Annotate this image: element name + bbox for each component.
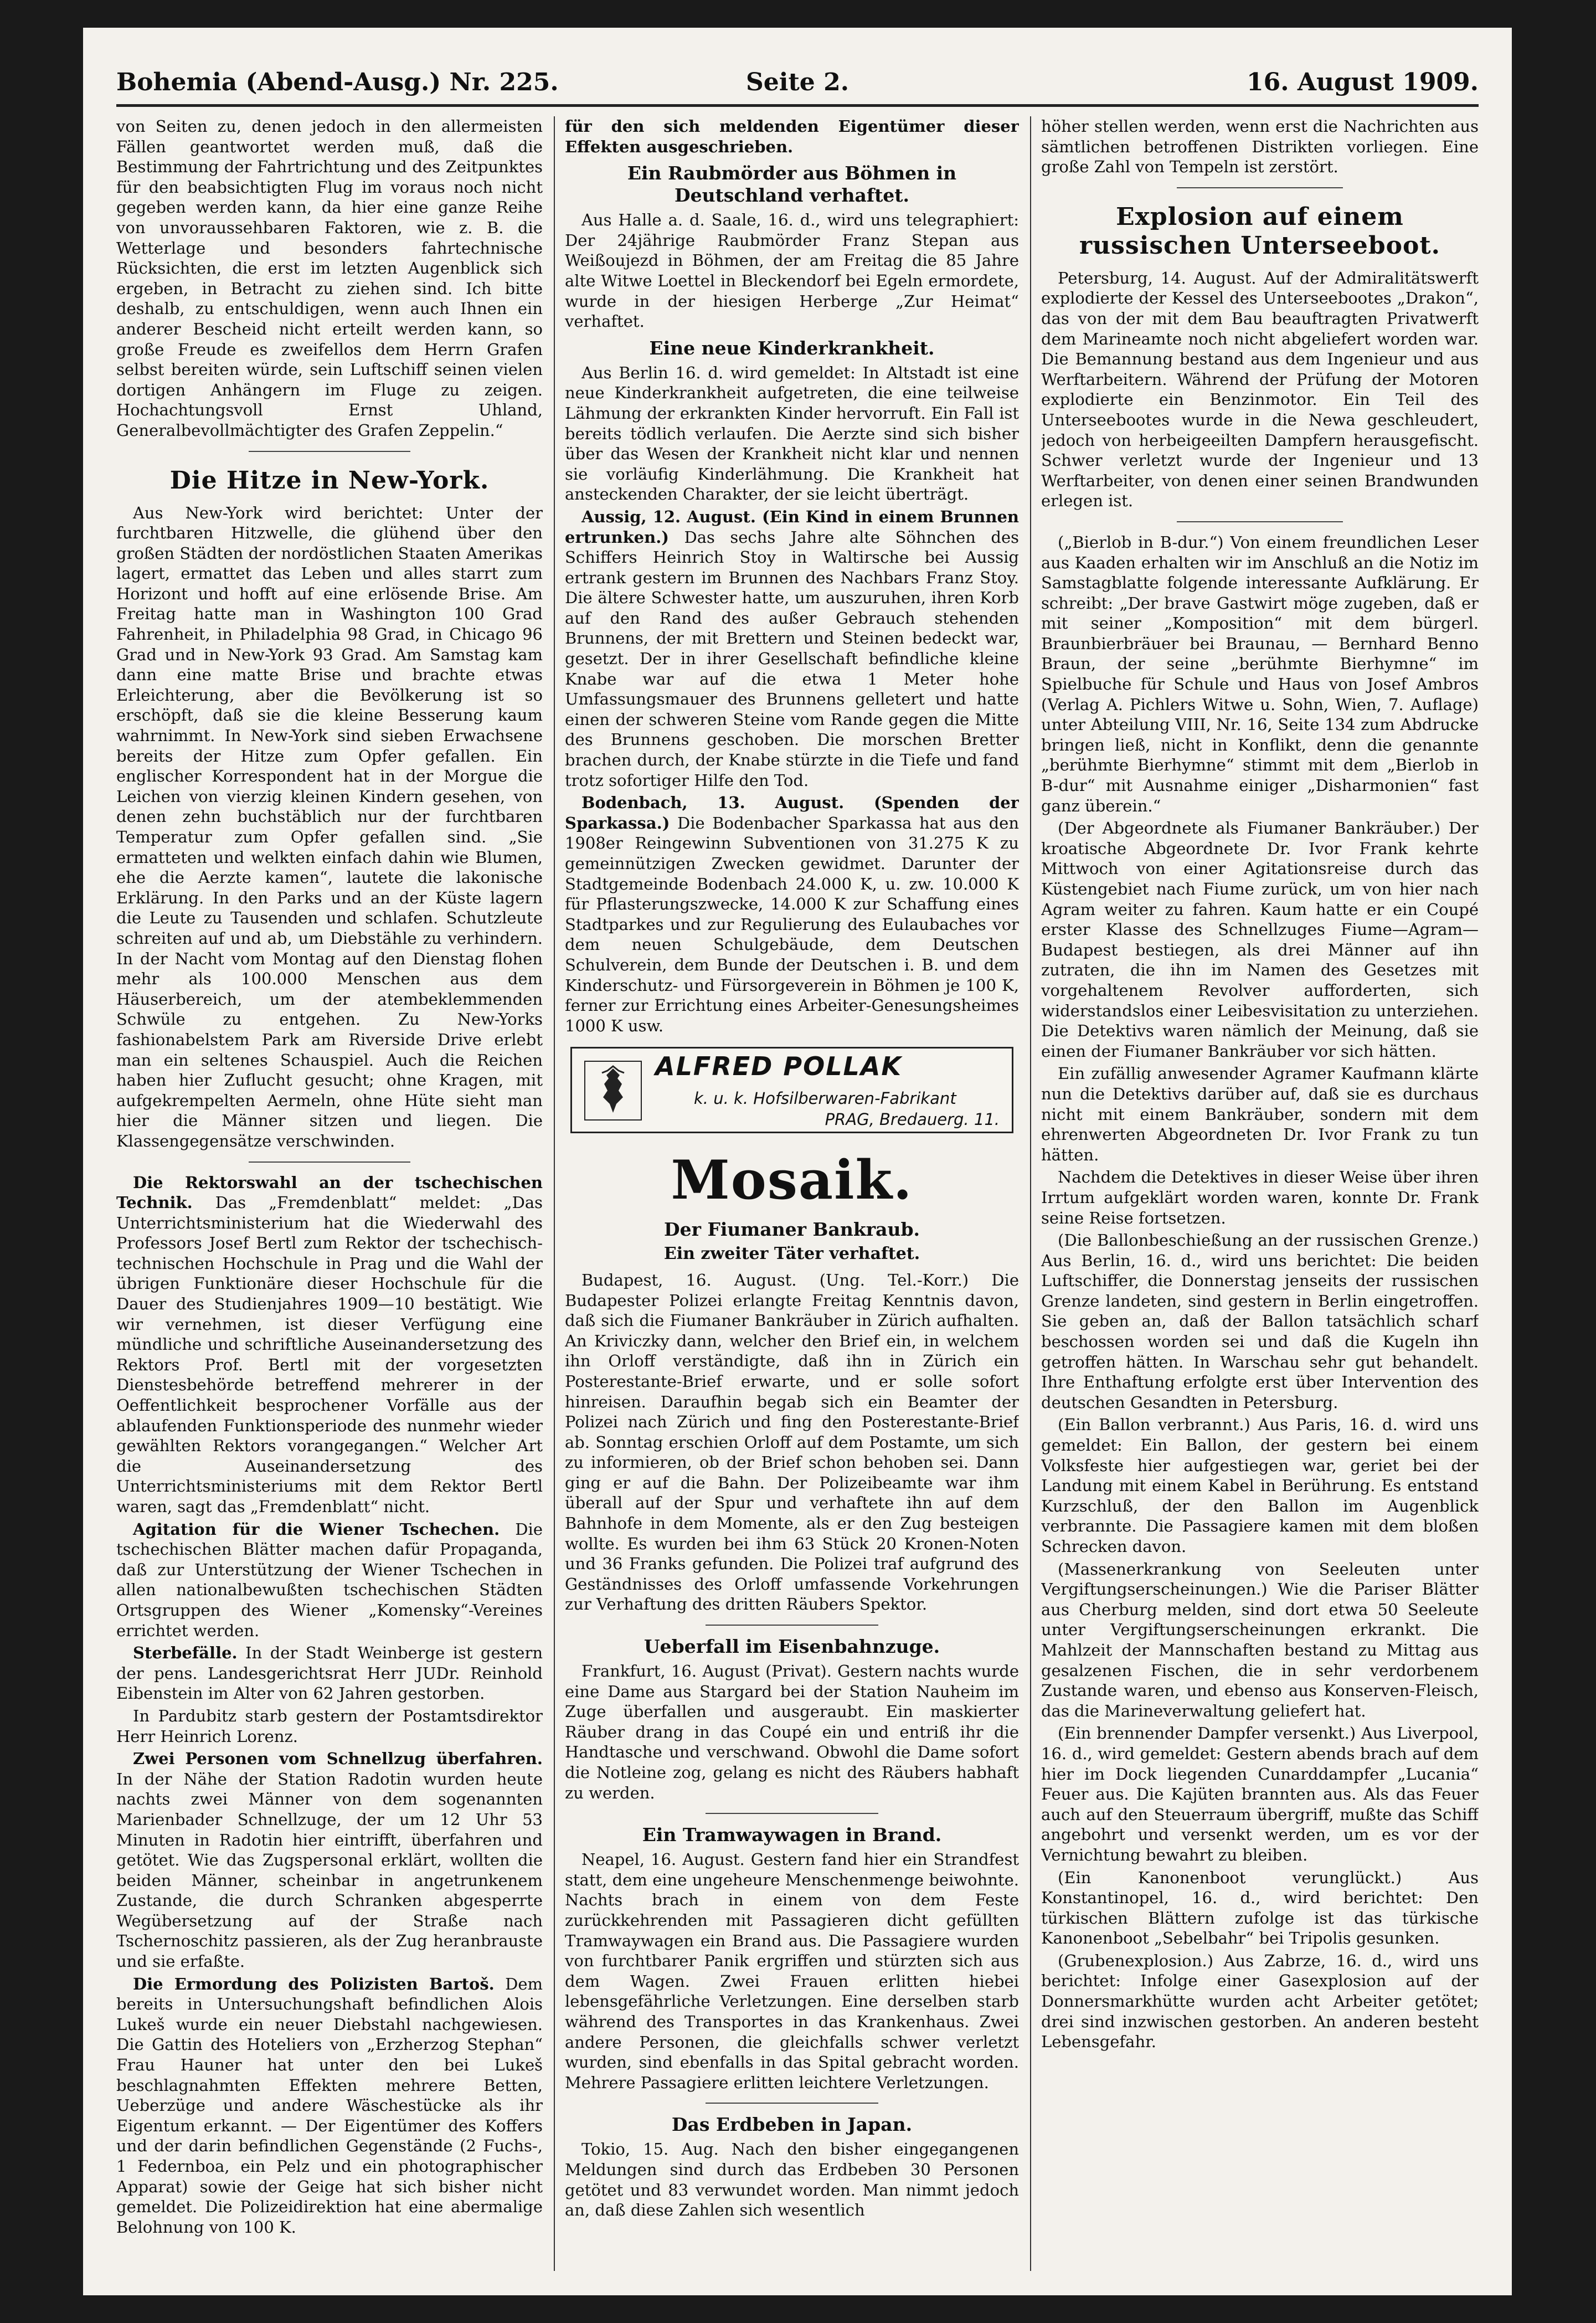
headline-bodenbach: Bodenbach, 13. August. (Spenden der Sparkassa.) bbox=[565, 793, 1019, 832]
ad-address: PRAG, Bredauerg. 11. bbox=[825, 1110, 1000, 1129]
article-ballon: (Die Ballonbeschießung an der russischen Grenze.) Aus Berlin, 16. d., wird uns berichtet: Die beiden Luftschiffer, die Donnerstag jenseits der russischen Grenze landeten, sind gestern in Berlin eingetroffen. Sie geben an, daß der Ballon tatsächlich scharf beschossen worden sei und daß die Kugeln ihn getroffen hätten. In Warschau sehr gut behandelt. Ihre Enthaftung erfolgte erst über Intervention des deutschen Gesandten in Petersburg. bbox=[1041, 1231, 1479, 1412]
article-bodenbach: Die Bodenbacher Sparkassa hat aus den 1908er Reingewinn Subventionen von 31.275 K zu gemeinnützigen Zwecken gewidmet. Darunter der Stadtgemeinde Bodenbach 24.000 K, u. zw. 10.000 K für Pflasterungszwecke, 14.000 K zur Schaffung eines Stadtparkes und zur Regulierung des Eulaubaches vor dem neuen Schulgebäude, dem Deutschen Schulverein, dem Bunde der Deutschen i. B. und dem Kinderschutz- und Fürsorgeverein in Böhmen je 100 K, ferner zur Errichtung eines Arbeiter-Genesungsheimes 1000 K usw. bbox=[565, 813, 1019, 1035]
article-hitze: Aus New-York wird berichtet: Unter der furchtbaren Hitzwelle, die glühend über den großen Städten der nordöstlichen Staaten Amerikas lagert, ermattet das Leben und alles starrt zum Horizont und hofft auf eine erlösende Brise. Am Freitag hatte man in Washington 100 Grad Fahrenheit, in Philadelphia 98 Grad, in Chicago 96 Grad und in New-York 93 Grad. Am Samstag kam dann eine matte Brise und brachte etwas Erleichterung, aber die Bevölkerung ist so erschöpft, daß sie die kleine Besserung kaum wahrnimmt. In New-York sind sieben Erwachsene bereits der Hitze zum Opfer gefallen. Ein englischer Korrespondent hat in der Morgue die Leichen von vierzig kleinen Kindern gesehen, von denen zehn buchstäblich nur der furchtbaren Temperatur zum Opfer gefallen sind. „Sie ermatteten und welkten einfach dahin wie Blumen, ehe die Aerzte kamen“, lautete die lakonische Erklärung. In den Parks und an der Küste lagern die Leute zu Tausenden und schlafen. Schutzleute schreiten auf und ab, um Diebstähle zu verhindern. In der Nacht vom Montag auf den Dienstag flohen mehr als 100.000 Menschen aus dem Häuserbereich, um der atembeklemmenden Schwüle zu entgehen. Zu New-Yorks fashionabelstem Park am Riverside Drive erlebt man ein seltenes Schauspiel. Auch die Reichen haben hier Zuflucht gesucht; ohne Kragen, mit aufgekrempelten Aermeln, ohne Hüte sieht man hier die Männer sitzen und liegen. Die Klassengegensätze verschwinden. bbox=[116, 503, 543, 1150]
headline-sterbefaelle: Sterbefälle. bbox=[133, 1643, 238, 1663]
coat-of-arms-icon bbox=[584, 1061, 642, 1121]
column-1 bbox=[116, 116, 543, 2276]
column-rule-left bbox=[554, 116, 555, 2271]
ad-tagline: k. u. k. Hofsilberwaren-Fabrikant bbox=[694, 1089, 956, 1108]
masthead bbox=[116, 43, 1479, 107]
headline-kinderkrankheit: Eine neue Kinderkrankheit. bbox=[649, 337, 935, 359]
article-fiumaner: Budapest, 16. August. (Ung. Tel.-Korr.) Die Budapester Polizei erlangte Freitag Kenntnis davon, daß sich die Fiumaner Bankräuber in Zürich aufhalten. An Kriviczky dann, welcher den Brief ein, in welchem ihn Orloff verständigte, daß ihn in Zürich ein Posterestante-Brief erwarte, und er solle sofort hinreisen. Daraufhin begab sich ein Beamter der Polizei nach Zürich und fing den Posterestante-Brief ab. Sonntag erschien Orloff auf dem Postamte, um sich zu informieren, ob der Brief schon behoben sei. Dann ging er auf die Bahn. Der Polizeibeamte war ihm überall auf der Spur und verhaftete ihn auf dem Bahnhofe in dem Momente, als er den Zug besteigen wollte. Es wurden bei ihm 63 Stück 20 Kronen-Noten und 36 Franks gefunden. Die Polizei traf aufgrund des Geständnisses des Orloff umfassende Vorkehrungen zur Verhaftung des dritten Räubers Spektor. bbox=[565, 1270, 1019, 1614]
separator bbox=[1177, 521, 1343, 522]
column-rule-right bbox=[1030, 116, 1031, 2271]
headline-schnellzug: Zwei Personen vom Schnellzug überfahren. bbox=[133, 1749, 543, 1769]
subheadline-fiumaner: Ein zweiter Täter verhaftet. bbox=[663, 1244, 920, 1264]
newspaper-page bbox=[83, 28, 1512, 2295]
ad-company-name: ALFRED POLLAK bbox=[655, 1051, 903, 1082]
article-nachdem: Nachdem die Detektives in dieser Weise über ihren Irrtum aufgeklärt worden waren, konnte Dr. Frank seine Reise fortsetzen. bbox=[1041, 1168, 1479, 1227]
article-continuation: von Seiten zu, denen jedoch in den allermeisten Fällen geantwortet werden muß, daß die Bestimmung der Fahrtrichtung und des Zeitpunktes für den beabsichtigten Flug im voraus noch nicht gegeben werden kann, da hier eine ganze Reihe von unvoraussehbaren Faktoren, wie z. B. die Wetterlage und besonders fahrtechnische Rücksichten, die erst im letzten Augenblick sich ergeben, in Betracht zu ziehen sind. Ich bitte deshalb, zu entschuldigen, wenn auch Ihnen ein anderer Bescheid nicht erteilt werden kann, so große Freude es zweifellos dem Herrn Grafen selbst bereiten würde, sein Luftschiff seinen vielen dortigen Anhängern im Fluge zu zeigen. Hochachtungsvoll Ernst Uhland, Generalbevollmächtigter des Grafen Zeppelin.“ bbox=[116, 117, 543, 440]
section-title-mosaik: Mosaik. bbox=[671, 1149, 913, 1212]
article-sterbefaelle: In der Stadt Weinberge ist gestern der pens. Landesgerichtsrat Herr JUDr. Reinhold Eibenstein im Alter von 62 Jahren gestorben. bbox=[116, 1643, 543, 1703]
article-rektorswahl: Das „Fremdenblatt“ meldet: „Das Unterrichtsministerium hat die Wiederwahl des Professors Josef Bertl zum Rektor der tschechisch-technischen Hochschule in Prag und die Wahl der übrigen Funktionäre dieser Hochschule für die Dauer des Studienjahres 1909—10 bestätigt. Wie wir vernehmen, ist dieser Verfügung eine mündliche und schriftliche Auseinandersetzung des Rektors Prof. Bertl mit der vorgesetzten Dienstesbehörde betreffend mehrerer in der Oeffentlichkeit besprochener Vorfälle aus der ablaufenden Funktionsperiode des nunmehr wieder gewählten Rektors vorangegangen.“ Welcher Art die Auseinandersetzung des Unterrichtsministeriums mit dem Rektor Bertl waren, sagt das „Fremdenblatt“ nicht. bbox=[116, 1193, 543, 1516]
article-kinderkrankheit: Aus Berlin 16. d. wird gemeldet: In Altstadt ist eine neue Kinderkrankheit aufgetreten, die eine teilweise Lähmung der erkrankten Kinder hervorruft. Ein Fall ist bereits tödlich verlaufen. Die Aerzte sind sich bisher über das Wesen der Krankheit nicht klar und nennen sie vorläufig Kinderlähmung. Die Krankheit hat ansteckenden Charakter, der sie leicht überträgt. bbox=[565, 363, 1019, 504]
headline-agitation: Agitation für die Wiener Tschechen. bbox=[133, 1519, 500, 1539]
article-raubmoerder: Aus Halle a. d. Saale, 16. d., wird uns telegraphiert: Der 24jährige Raubmörder Franz Stepan aus Weißoujezd in Böhmen, der am Freitag die 85 Jahre alte Witwe Loettel in Bleckendorf bei Egeln ermordete, wurde in der hiesigen Herberge „Zur Heimat“ verhaftet. bbox=[565, 210, 1019, 331]
separator bbox=[706, 1813, 878, 1814]
article-continuation: für den sich meldenden Eigentümer dieser Effekten ausgeschrieben. bbox=[565, 117, 1019, 156]
article-kanonenboot: (Ein Kanonenboot verunglückt.) Aus Konstantinopel, 16. d., wird berichtet: Den türkischen Blättern zufolge ist das türkische Kanonenboot „Sebelbahr“ bei Tripolis gesunken. bbox=[1041, 1868, 1479, 1948]
article-schnellzug: In der Nähe der Station Radotin wurden heute nachts zwei Männer von dem sogenannten Marienbader Schnellzuge, der um 12 Uhr 53 Minuten in Radotin hier eintrifft, überfahren und getötet. Wie das Zugspersonal erklärt, wollten die beiden Männer, scheinbar in angetrunkenem Zustande, die durch Schranken abgesperrte Wegübersetzung auf der Straße nach Tschernoschitz passieren, als der Zug heranbrauste und sie erfaßte. bbox=[116, 1769, 543, 1971]
article-agitation: Die tschechischen Blätter machen dafür Propaganda, daß zur Unterstützung der Wiener Tschechen in allen nationalbewußten tschechischen Städten Ortsgruppen des Wiener „Komensky“-Vereines errichtet werden. bbox=[116, 1519, 543, 1640]
article-tramway: Neapel, 16. August. Gestern fand hier ein Strandfest statt, dem eine ungeheure Menschenmenge beiwohnte. Nachts brach in einem von dem Feste zurückkehrenden mit Passagieren dicht gefüllten Tramwaywagen ein Brand aus. Die Passagiere wurden von furchtbarer Panik ergriffen und stürzten sich aus dem Wagen. Zwei Frauen erlitten hiebei lebensgefährliche Verletzungen. Eine derselben starb während des Transportes in das Krankenhaus. Zwei andere Personen, die gleichfalls schwer verletzt wurden, sind ebenfalls in das Spital gebracht worden. Mehrere Passagiere erlitten leichtere Verletzungen. bbox=[565, 1850, 1019, 2092]
article-bierlob: („Bierlob in B-dur.“) Von einem freundlichen Leser aus Kaaden erhalten wir im Anschluß an die Notiz im Samstagblatte folgende interessante Aufklärung. Er schreibt: „Der brave Gastwirt möge zugeben, daß er mit seiner „Komposition“ mit dem bürgerl. Braunbierbräuer bei Braunau, — Bernhard Benno Braun, der seine „berühmte Bierhymne“ im Spielbuche für Schule und Haus von Josef Ambros (Verlag A. Pichlers Witwe u. Sohn, Wien, 7. Auflage) unter Abteilung VIII, Nr. 16, Seite 134 zum Abdrucke bringen ließ, nicht in Konflikt, denn die genannte „berühmte Bierhymne“ stimmt mit dem „Bierlob in B-dur“ mit Ausnahme einiger „Disharmonien“ fast ganz überein.“ bbox=[1041, 532, 1479, 815]
separator bbox=[706, 2103, 878, 2104]
issue-date: 16. August 1909. bbox=[1247, 68, 1479, 96]
column-2 bbox=[565, 116, 1019, 2276]
article-ballon-verbrannt: (Ein Ballon verbrannt.) Aus Paris, 16. d. wird uns gemeldet: Ein Ballon, der gestern bei einem Volksfeste hier aufgestiegen war, geriet bei der Landung mit einem Kabel in Berührung. Es entstand Kurzschluß, der den Ballon im Augenblick verbrannte. Die Passagiere kamen mit dem bloßen Schrecken davon. bbox=[1041, 1415, 1479, 1556]
article-explosion: Petersburg, 14. August. Auf der Admiralitätswerft explodierte der Kessel des Unterseebootes „Drakon“, das von der mit dem Bau beauftragten Privatwerft dem Marineamte noch nicht abgeliefert worden war. Die Bemannung bestand aus dem Ingenieur und aus Werftarbeitern. Während der Prüfung der Motoren explodierte ein Benzinmotor. Ein Teil des Unterseebootes wurde in die Newa geschleudert, jedoch von herbeigeeilten Dampfern herausgefischt. Schwer verletzt wurde der Ingenieur und 13 Werftarbeiter, von denen einer seinen Brandwunden erlegen ist. bbox=[1041, 268, 1479, 511]
headline-ermordung: Die Ermordung des Polizisten Bartoš. bbox=[133, 1974, 495, 1993]
article-seeleute: (Massenerkrankung von Seeleuten unter Vergiftungserscheinungen.) Wie die Pariser Blätter aus Cherburg melden, sind dort etwa 50 Seeleute unter Vergiftungserscheinungen erkrankt. Die Mahlzeit der Mannschaften bestand zu Mittag aus gesalzenen Fischen, die in sehr verdorbenem Zustande waren, und ebenso aus Konserven-Fleisch, das die Marineverwaltung geliefert hat. bbox=[1041, 1559, 1479, 1720]
headline-explosion: Explosion auf einem russischen Unterseeboot. bbox=[1079, 202, 1440, 260]
article-continuation: höher stellen werden, wenn erst die Nachrichten aus sämtlichen betroffenen Distrikten vorliegen. Eine große Zahl von Tempeln ist zerstört. bbox=[1041, 117, 1479, 177]
advertisement-pollak bbox=[570, 1047, 1013, 1133]
separator bbox=[249, 451, 411, 452]
column-3 bbox=[1041, 116, 1479, 2276]
headline-rektorswahl: Die Rektorswahl an der tschechischen Technik. bbox=[116, 1173, 543, 1212]
article-aussig: Das sechs Jahre alte Söhnchen des Schiffers Heinrich Stoy in Waltirsche bei Aussig ertrank gestern im Brunnen des Nachbars Franz Stoy. Die ältere Schwester hatte, um auszuruhen, ihren Korb auf den Rand des außer Gebrauch stehenden Brunnens, der mit Brettern und Steinen bedeckt war, gesetzt. Der in ihrer Gesellschaft befindliche kleine Knabe war auf die etwa 1 Meter hohe Umfassungsmauer des Brunnens gelletert und hatte einen der schweren Steine vom Rande gegen die Mitte des Brunnens geschoben. Die morschen Bretter brachen durch, der Knabe stürzte in die Tiefe und fand trotz sofortiger Hilfe den Tod. bbox=[565, 527, 1019, 790]
separator bbox=[1177, 187, 1343, 188]
separator bbox=[249, 1162, 411, 1163]
newspaper-title: Bohemia (Abend-Ausg.) Nr. 225. bbox=[116, 68, 559, 96]
article-ueberfall: Frankfurt, 16. August (Privat). Gestern nachts wurde eine Dame aus Stargard bei der Station Nauheim im Zuge überfallen und ausgeraubt. Ein maskierter Räuber drang in das Coupé ein und entriß ihr die Handtasche und verschwand. Obwohl die Dame sofort die Notleine zog, gelang es nicht des Räubers habhaft zu werden. bbox=[565, 1662, 1019, 1802]
article-sterbefaelle-2: In Pardubitz starb gestern der Postamtsdirektor Herr Heinrich Lorenz. bbox=[116, 1706, 543, 1746]
headline-ueberfall: Ueberfall im Eisenbahnzuge. bbox=[643, 1636, 940, 1658]
separator bbox=[706, 1625, 878, 1626]
headline-erdbeben: Das Erdbeben in Japan. bbox=[671, 2114, 913, 2136]
article-abgeordnete: (Der Abgeordnete als Fiumaner Bankräuber.) Der kroatische Abgeordnete Dr. Ivor Frank kehrte Mittwoch von einer Agitationsreise durch das Küstengebiet nach Fiume zurück, um von hier nach Agram weiter zu fahren. Kaum hatte er ein Coupé erster Klasse des Schnellzuges Fiume—Agram—Budapest bestiegen, als drei Männer auf ihn zutraten, die ihn im Namen des Gesetzes mit vorgehaltenem Revolver aufforderten, sich widerstandslos einer Leibesvisitation zu unterziehen. Die Detektivs waren nämlich der Meinung, daß sie einen der Fiumaner Bankräuber vor sich hätten. bbox=[1041, 819, 1479, 1061]
page-number: Seite 2. bbox=[745, 68, 850, 96]
article-agramer: Ein zufällig anwesender Agramer Kaufmann klärte nun die Detektivs darüber auf, daß sie es durchaus nicht mit einem Bankräuber, sondern mit dem ehrenwerten Abgeordneten Dr. Ivor Frank zu tun hätten. bbox=[1041, 1064, 1479, 1164]
article-ermordung: Dem bereits in Untersuchungshaft befindlichen Alois Lukeš wurde ein neuer Diebstahl nachgewiesen. Die Gattin des Hoteliers von „Erzherzog Stephan“ Frau Hauner hat unter den bei Lukeš beschlagnahmten Effekten mehrere Betten, Ueberzüge und andere Wäschestücke als ihr Eigentum erkannt. — Der Eigentümer des Koffers und der darin befindlichen Gegenstände (2 Fuchs-, 1 Federnboa, ein Pelz und ein photographischer Apparat) sowie der Geige hat sich bisher nicht gemeldet. Die Polizeidirektion hat eine abermalige Belohnung von 100 K. bbox=[116, 1974, 543, 2237]
headline-raubmoerder: Ein Raubmörder aus Böhmen in Deutschland verhaftet. bbox=[627, 162, 957, 207]
headline-hitze: Die Hitze in New-York. bbox=[169, 466, 490, 495]
headline-tramway: Ein Tramwaywagen in Brand. bbox=[642, 1824, 942, 1846]
article-dampfer: (Ein brennender Dampfer versenkt.) Aus Liverpool, 16. d., wird gemeldet: Gestern abends brach auf dem hier im Dock liegenden Cunarddampfer „Lucania“ Feuer aus. Die Kajüten brannten aus. Als das Feuer auch auf den Steuerraum übergriff, mußte das Schiff angebohrt und versenkt werden, um es vor der Vernichtung bewahrt zu bleiben. bbox=[1041, 1724, 1479, 1864]
article-erdbeben: Tokio, 15. Aug. Nach den bisher eingegangenen Meldungen sind durch das Erdbeben 30 Personen getötet und 83 verwundet worden. Man nimmt jedoch an, daß diese Zahlen sich wesentlich bbox=[565, 2140, 1019, 2220]
article-grubenexplosion: (Grubenexplosion.) Aus Zabrze, 16. d., wird uns berichtet: Infolge einer Gasexplosion auf der Donnersmarkhütte wurden acht Arbeiter getötet; drei sind inzwischen gestorben. An anderen besteht Lebensgefahr. bbox=[1041, 1951, 1479, 2052]
headline-aussig: Aussig, 12. August. (Ein Kind in einem Brunnen ertrunken.) bbox=[565, 507, 1019, 547]
headline-fiumaner: Der Fiumaner Bankraub. bbox=[663, 1219, 920, 1241]
